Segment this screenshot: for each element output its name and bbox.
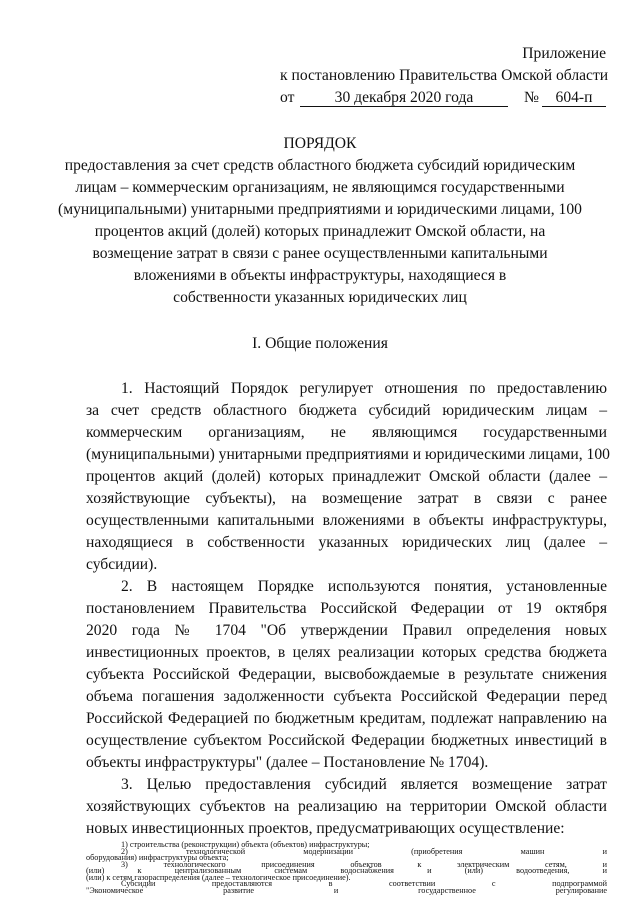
paragraph-line: находящиеся в собственности указанных юридических лиц (далее –	[86, 534, 607, 551]
paragraph-line: инвестиционных проектов, в целях реализации которых средства бюджета	[86, 644, 607, 661]
appendix-number-prefix: №	[524, 89, 539, 106]
paragraph-line: Российской Федерацией по бюджетным кредитам, подлежат направлению на	[86, 710, 607, 727]
paragraph-line: постановлением Правительства Российской Федерации от 19 октября	[86, 600, 607, 617]
paragraph-line: 1. Настоящий Порядок регулирует отношения по предоставлению	[121, 380, 607, 397]
paragraph-line: (или) к сетям газораспределения (далее – технологическое присоединение).	[86, 872, 351, 882]
paragraph-line: осуществленными капитальными вложениями в объекты инфраструктуры,	[86, 512, 607, 529]
subtitle-line: вложениями в объекты инфраструктуры, находящиеся в	[133, 267, 507, 284]
document-title: ПОРЯДОК	[283, 135, 357, 152]
paragraph-line: объекты инфраструктуры" (далее – Постановление № 1704).	[86, 754, 489, 771]
appendix-resolution: к постановлению Правительства Омской области	[280, 67, 609, 84]
paragraph-line: 3. Целью предоставления субсидий является возмещение затрат	[121, 776, 607, 793]
appendix-date-prefix: от	[280, 89, 295, 106]
paragraph-line: 2. В настоящем Порядке используются понятия, установленные	[121, 578, 607, 595]
paragraph-line: 2020 года № 1704 "Об утверждении Правил определения новых	[86, 622, 607, 639]
paragraph-line: процентов акций (долей) которых принадлежит Омской области (далее –	[86, 468, 607, 485]
paragraph-line: осуществление субъектом Российской Федерации бюджетных инвестиций в	[86, 732, 607, 749]
paragraph-line: (муниципальными) унитарными предприятиями и юридическими лицами, 100	[86, 446, 610, 463]
paragraph-line: оборудования) инфраструктуры объекта;	[86, 853, 229, 863]
subtitle-line: возмещение затрат в связи с ранее осуществленными капитальными	[92, 245, 548, 262]
paragraph-line: объема погашения задолженности субъекта Российской Федерации перед	[86, 688, 607, 705]
section-heading: I. Общие положения	[252, 335, 388, 352]
appendix-number: 604-п	[555, 89, 593, 106]
paragraph-line: субсидии).	[86, 556, 158, 573]
subtitle-line: лицам – коммерческим организациям, не являющимся государственными	[75, 179, 565, 196]
paragraph-line: субъекта Российской Федерации, высвобождаемые в результате снижения	[86, 666, 607, 683]
paragraph-line: "Экономическое развитие и государственное регулирование	[86, 886, 607, 895]
paragraph-line: 2) технологической модернизации (приобретения машин и	[121, 846, 607, 856]
appendix-label: Приложение	[522, 45, 606, 62]
paragraph-line: за счет средств областного бюджета субсидий юридическим лицам –	[86, 402, 607, 419]
paragraph-line: хозяйствующих субъектов на реализацию на территории Омской области	[86, 798, 607, 815]
paragraph-line: 1) строительства (реконструкции) объекта (объектов) инфраструктуры;	[121, 840, 370, 849]
paragraph-line: (или) к централизованным системам водоснабжения и (или) водоотведения, и	[86, 866, 607, 876]
paragraph-line: коммерческим организациям, не являющимся государственными	[86, 424, 607, 441]
subtitle-line: процентов акций (долей) которых принадлежит Омской области, на	[94, 223, 546, 240]
subtitle-line: собственности указанных юридических лиц	[173, 289, 467, 306]
subtitle-line: предоставления за счет средств областного бюджета субсидий юридическим	[64, 157, 576, 174]
appendix-date: 30 декабря 2020 года	[334, 89, 474, 106]
paragraph-line: Субсидии предоставляются в соответствии с подпрограммой	[121, 879, 607, 889]
paragraph-line: новых инвестиционных проектов, предусматривающих осуществление:	[86, 820, 565, 837]
subtitle-line: (муниципальными) унитарными предприятиями и юридическими лицами, 100	[58, 201, 582, 218]
paragraph-line: хозяйствующие субъекты), на возмещение затрат в связи с ранее	[86, 490, 607, 507]
paragraph-line: 3) технологического присоединения объектов к электрическим сетям, и	[121, 859, 607, 869]
